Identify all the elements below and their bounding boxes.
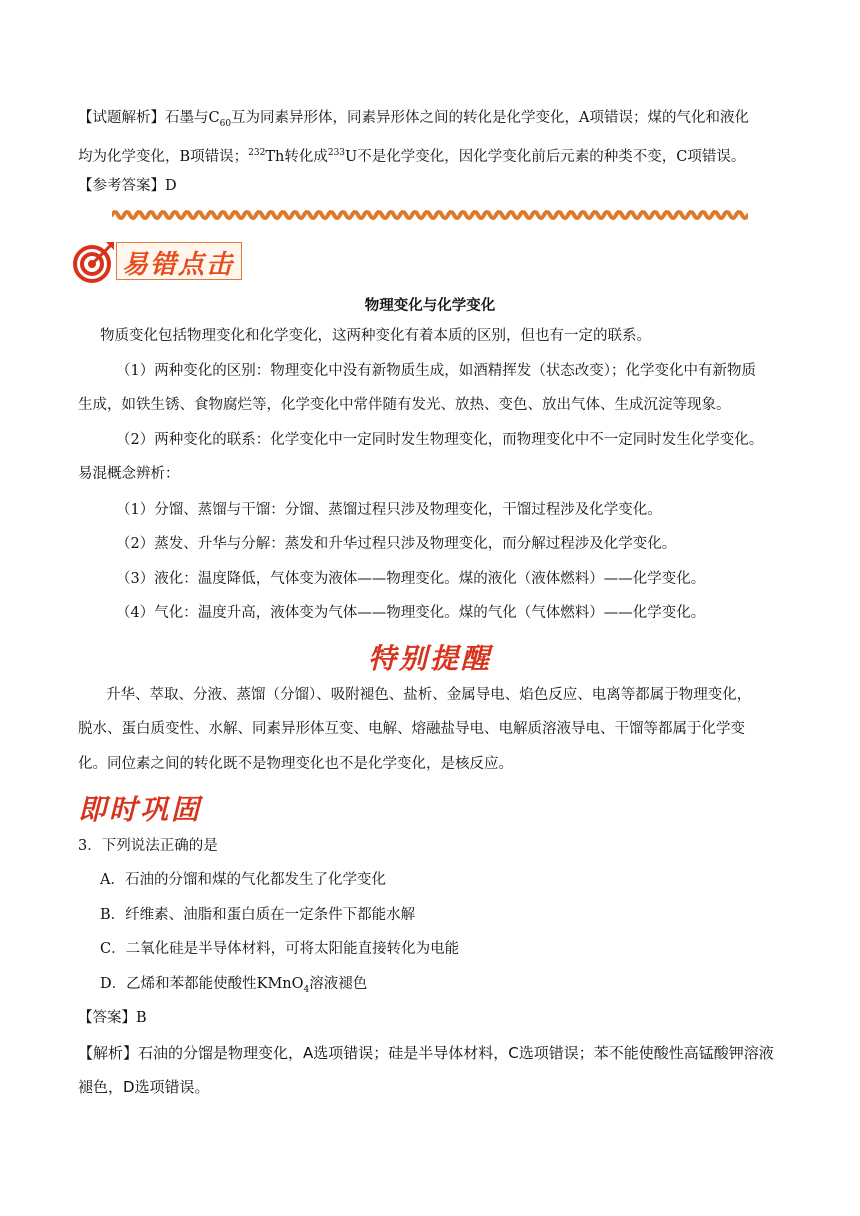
question-stem: 3．下列说法正确的是	[78, 838, 218, 854]
concept-item-2: （2）蒸发、升华与分解：蒸发和升华过程只涉及物理变化，而分解过程涉及化学变化。	[116, 536, 677, 552]
option-b: B．纤维素、油脂和蛋白质在一定条件下都能水解	[100, 907, 416, 923]
explanation-line-2: 褪色，D选项错误。	[78, 1078, 210, 1096]
option-d: D．乙烯和苯都能使酸性KMnO$_4$溶液褪色	[100, 976, 368, 995]
reminder-line-3: 化。同位素之间的转化既不是物理变化也不是化学变化，是核反应。	[78, 756, 513, 772]
reference-answer: 【参考答案】D	[78, 178, 177, 194]
concept-item-3: （3）液化：温度降低，气体变为液体——物理变化。煤的液化（液体燃料）——化学变化。	[116, 571, 706, 587]
concept-item-4: （4）气化：温度升高，液体变为气体——物理变化。煤的气化（气体燃料）——化学变化。	[116, 605, 706, 621]
para2-line2: 易混概念辨析：	[78, 466, 180, 482]
para2-line1: （2）两种变化的联系：化学变化中一定同时发生物理变化，而物理变化中不一定同时发生化学变化。	[116, 432, 764, 448]
option-a: A．石油的分馏和煤的气化都发生了化学变化	[100, 872, 386, 888]
concept-item-1: （1）分馏、蒸馏与干馏：分馏、蒸馏过程只涉及物理变化，干馏过程涉及化学变化。	[116, 502, 662, 518]
reminder-line-2: 脱水、蛋白质变性、水解、同素异形体互变、电解、熔融盐导电、电解质溶液导电、干馏等都属于化学变	[78, 721, 745, 737]
para1-line2: 生成，如铁生锈、食物腐烂等，化学变化中常伴随有发光、放热、变色、放出气体、生成沉淀等现象。	[78, 397, 731, 413]
section-title: 物理变化与化学变化	[364, 298, 496, 314]
option-c: C．二氧化硅是半导体材料，可将太阳能直接转化为电能	[100, 941, 460, 957]
analysis-line-1: 【试题解析】石墨与$C_{60}$互为同素异形体，同素异形体之间的转化是化学变化，A项错误；煤的气化和液化	[78, 110, 750, 129]
section-intro: 物质变化包括物理变化和化学变化，这两种变化有着本质的区别，但也有一定的联系。	[100, 328, 651, 344]
para1-line1: （1）两种变化的区别：物理变化中没有新物质生成，如酒精挥发（状态改变）；化学变化中有新物质	[116, 363, 756, 379]
error-point-badge	[72, 240, 240, 284]
analysis-line-2: 均为化学变化，B项错误；$^{232}$Th转化成$^{233}$U不是化学变化，因化学变化前后元素的种类不变，C项错误。	[78, 148, 746, 165]
badge-label: 易错点击	[122, 250, 235, 280]
explanation-line-1: 【解析】石油的分馏是物理变化，A选项错误；硅是半导体材料，C选项错误；苯不能使酸性高锰酸钾溶液	[78, 1044, 774, 1062]
special-reminder-banner: 特别提醒	[367, 642, 492, 675]
practice-answer: 【答案】B	[78, 1010, 147, 1026]
target-icon	[72, 240, 116, 284]
wavy-divider	[112, 207, 748, 223]
reminder-line-1: 升华、萃取、分液、蒸馏（分馏）、吸附褪色、盐析、金属导电、焰色反应、电离等都属于物理变化，	[106, 687, 752, 703]
practice-banner: 即时巩固	[78, 793, 203, 826]
